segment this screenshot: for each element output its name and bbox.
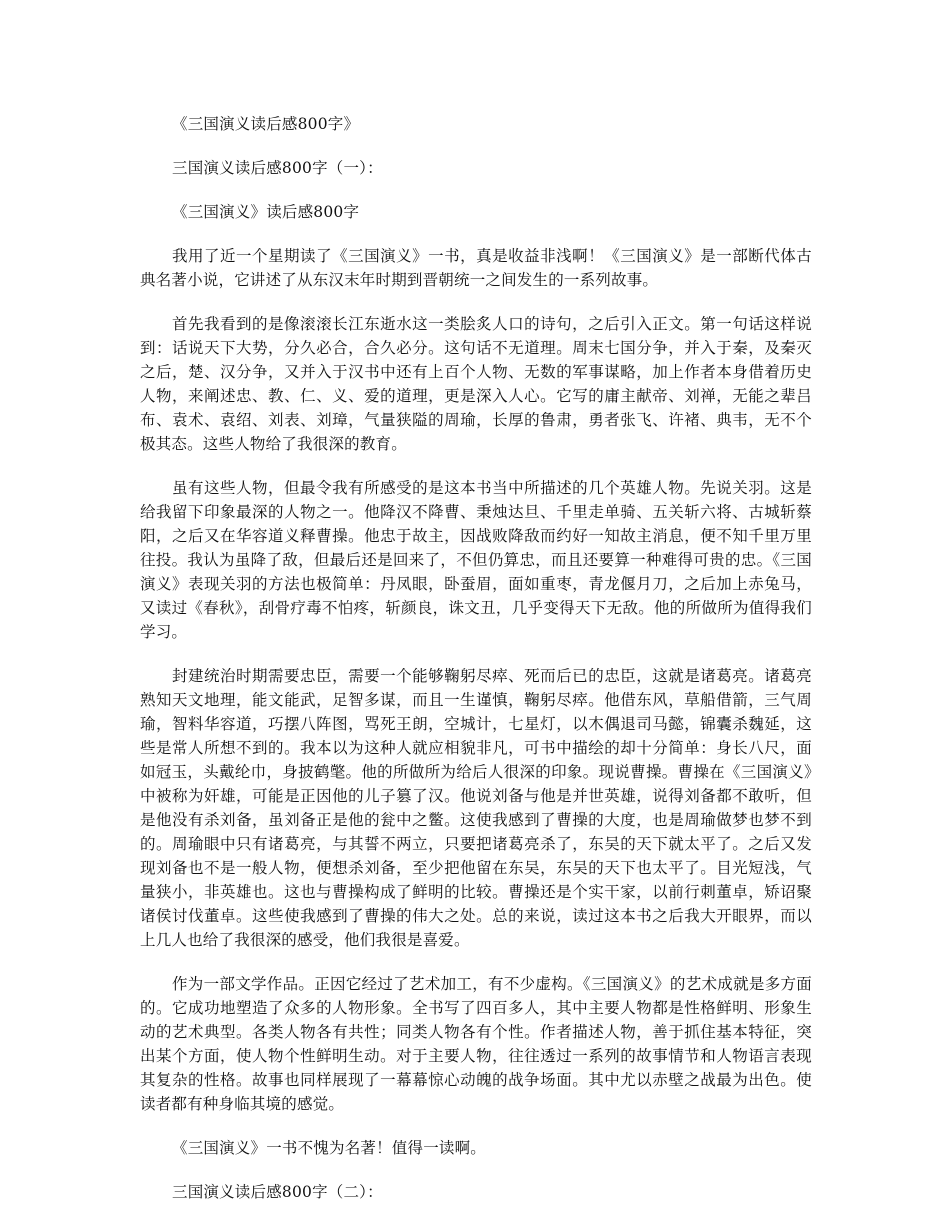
section-heading-two: 三国演义读后感800字（二）：	[172, 1183, 383, 1201]
paragraph-intro: 我用了近一个星期读了《三国演义》一书，真是收益非浅啊！《三国演义》是一部断代体古典名著小说，它讲述了从东汉末年时期到晋朝统一之间发生的一系列故事。	[140, 247, 812, 289]
section-heading-one: 三国演义读后感800字（一）：	[172, 159, 383, 177]
paragraph-guan-yu: 虽有这些人物，但最令我有所感受的是这本书当中所描述的几个英雄人物。先说关羽。这是给我留下印象最深的人物之一。他降汉不降曹、秉烛达旦、千里走单骑、五关斩六将、古城斩蔡阳，之后又在华容道义释曹操。他忠于故主，因战败降敌而约好一知故主消息，便不知千里万里往投。我认为虽降了敌，但最后还是回来了，不但仍算忠，而且还要算一种难得可贵的忠。《三国演义》表现关羽的方法也极简单：丹凤眼，卧蚕眉，面如重枣，青龙偃月刀，之后加上赤兔马，又读过《春秋》，刮骨疗毒不怕疼，斩颜良，诛文丑，几乎变得天下无敌。他的所做所为值得我们学习。	[140, 479, 812, 641]
book-heading: 《三国演义》读后感800字	[172, 203, 360, 221]
paragraph-conclusion: 《三国演义》一书不愧为名著！值得一读啊。	[172, 1139, 487, 1157]
document-title: 《三国演义读后感800字》	[172, 115, 360, 133]
paragraph-artistic-achievement: 作为一部文学作品。正因它经过了艺术加工，有不少虚构。《三国演义》的艺术成就是多方面的。它成功地塑造了众多的人物形象。全书写了四百多人，其中主要人物都是性格鲜明、形象生动的艺术典型。各类人物各有共性；同类人物各有个性。作者描述人物，善于抓住基本特征，突出某个方面，使人物个性鲜明生动。对于主要人物，往往透过一系列的故事情节和人物语言表现其复杂的性格。故事也同样展现了一幕幕惊心动魄的战争场面。其中尤以赤壁之战最为出色。使读者都有种身临其境的感觉。	[140, 975, 812, 1113]
paragraph-opening-poem: 首先我看到的是像滚滚长江东逝水这一类脍炙人口的诗句，之后引入正文。第一句话这样说到：话说天下大势，分久必合，合久必分。这句话不无道理。周末七国分争，并入于秦，及秦灭之后，楚、汉分争，又并入于汉书中还有上百个人物、无数的军事谋略，加上作者本身借着历史人物，来阐述忠、教、仁、义、爱的道理，更是深入人心。它写的庸主献帝、刘禅，无能之辈吕布、袁术、袁绍、刘表、刘璋，气量狭隘的周瑜，长厚的鲁肃，勇者张飞、许褚、典韦，无不个极其态。这些人物给了我很深的教育。	[140, 315, 812, 453]
paragraph-zhuge-liang-cao-cao: 封建统治时期需要忠臣，需要一个能够鞠躬尽瘁、死而后已的忠臣，这就是诸葛亮。诸葛亮熟知天文地理，能文能武，足智多谋，而且一生谨慎，鞠躬尽瘁。他借东风，草船借箭，三气周瑜，智料华容道，巧摆八阵图，骂死王朗，空城计，七星灯，以木偶退司马懿，锦囊杀魏延，这些是常人所想不到的。我本以为这种人就应相貌非凡，可书中描绘的却十分简单：身长八尺，面如冠玉，头戴纶巾，身披鹤氅。他的所做所为给后人很深的印象。现说曹操。曹操在《三国演义》中被称为奸雄，可能是正因他的儿子篡了汉。他说刘备与他是并世英雄，说得刘备都不敢听，但是他没有杀刘备，虽刘备正是他的瓮中之鳖。这使我感到了曹操的大度，也是周瑜做梦也梦不到的。周瑜眼中只有诸葛亮，与其誓不两立，只要把诸葛亮杀了，东吴的天下就太平了。之后又发现刘备也不是一般人物，便想杀刘备，至少把他留在东吴，东吴的天下也太平了。目光短浅，气量狭小，非英雄也。这也与曹操构成了鲜明的比较。曹操还是个实干家，以前行刺董卓，矫诏聚诸侯讨伐董卓。这些使我感到了曹操的伟大之处。总的来说，读过这本书之后我大开眼界，而以上几人也给了我很深的感受，他们我很是喜爱。	[140, 667, 812, 949]
document-body	[140, 112, 812, 1224]
